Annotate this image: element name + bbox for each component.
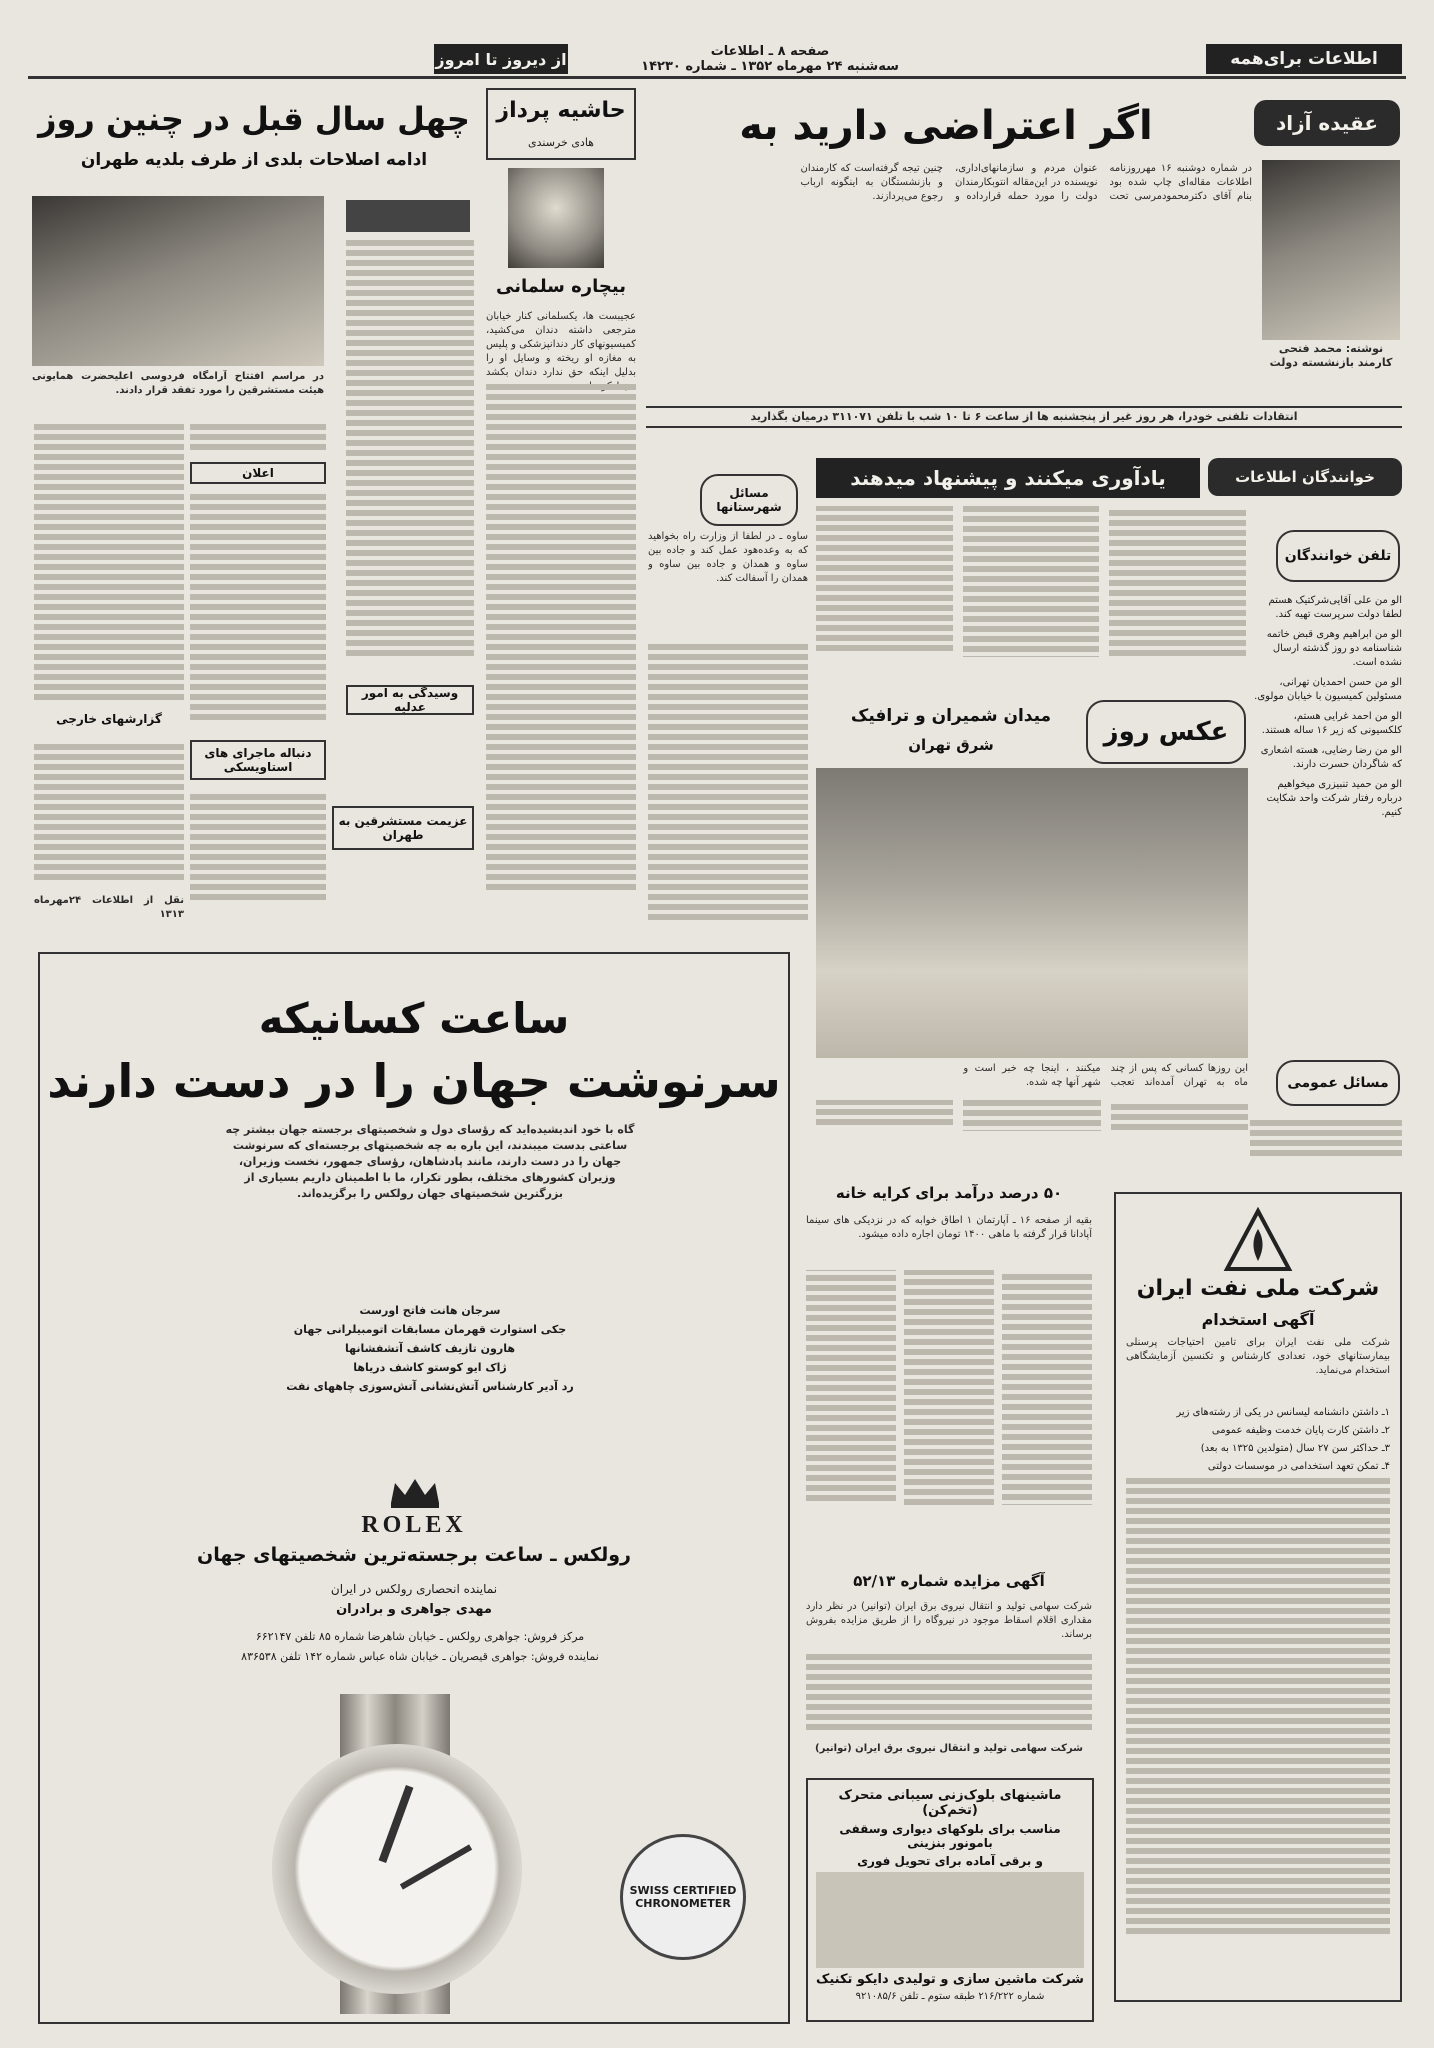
oil-ad-requirement: ۱ـ داشتن دانشنامه لیسانس در یکی از رشته‌های زیر — [1176, 1407, 1390, 1418]
reader-call-item: الو من حسن احمدیان تهرانی، مسئولین کمیسیون با خیابان مولوی. — [1254, 677, 1402, 702]
auction-headline: آگهی مزایده شماره ۵۲/۱۳ — [853, 1572, 1045, 1590]
reader-call-item: الو من علی آقایی‌شرکتیک هستم لطفا دولت سرپرست تهیه کند. — [1268, 595, 1402, 620]
section-title-left: از دیروز تا امروز — [434, 44, 568, 74]
archive-photo — [32, 196, 324, 366]
oil-company-name: شرکت ملی نفت ایران — [1136, 1276, 1380, 1301]
photo-caption-lines — [816, 1100, 1248, 1160]
forty-years-col2c-lines — [190, 790, 326, 910]
rolex-address-branch: نماینده فروش: جواهری قیصریان ـ خیابان شاه عباس شماره ۱۴۲ تلفن ۸۳۶۵۳۸ — [241, 1650, 599, 1663]
machines-ad-line1: ماشینهای بلوک‌زنی سیبانی متحرک (تخم‌کن) — [838, 1788, 1062, 1818]
rolex-personality: سرجان هانت فاتح اورست — [359, 1304, 501, 1317]
reader-call-item: الو من رضا رضایی، هسته اشعاری که شاگردان حسرت دارند. — [1260, 745, 1402, 770]
free-opinion-body: در شماره دوشنبه ۱۶ مهرروزنامه اطلاعات مقاله‌ای چاپ شده بود بنام آقای دکترمحمودمرسی تحت عنوان مردم و سازمانهای‌اداری، نویسنده در این‌مقاله انتوبکارمندان دولت را مورد حمله قرارداده و چنین تیجه گرفته‌است که کارمندان و بازنشستگان به اینگونه ارباب رجوع می‌پردازند. — [800, 163, 1252, 202]
forty-years-col2b-lines — [190, 490, 326, 730]
rolex-watch-image — [272, 1744, 522, 1994]
author-portrait — [1262, 160, 1400, 340]
machines-ad-line2: مناسب برای بلوکهای دیواری وسقفی بامونور بنزینی — [839, 1822, 1061, 1850]
provinces-body: ساوه ـ در لطفا از وزارت راه بخواهید که به وعده‌هود عمل کند و جاده بین ساوه و همدان و جاده بین ساوه و همدان را آسفالت کند. — [648, 531, 808, 584]
reader-call-list — [1250, 594, 1402, 1014]
auction-text-lines — [806, 1650, 1092, 1740]
section-title-right: اطلاعات برای‌همه — [1206, 44, 1402, 74]
rent-text-lines — [806, 1270, 1092, 1570]
rolex-personality: ژاک ایو کوستو کاشف دریاها — [353, 1361, 507, 1374]
chronometer-seal: SWISS CERTIFIED CHRONOMETER — [620, 1834, 746, 1960]
free-opinion-headline: اگر اعتراضی دارید به — [739, 103, 1153, 149]
rolex-personality: جکی استوارت قهرمان مسابقات اتومبیلرانی جهان — [293, 1323, 567, 1336]
rolex-address-main: مرکز فروش: جواهری رولکس ـ خیابان شاهرضا شماره ۸۵ تلفن ۶۶۲۱۴۷ — [255, 1630, 585, 1643]
issue-date: سه‌شنبه ۲۴ مهرماه ۱۳۵۲ ـ شماره ۱۴۲۳۰ — [641, 59, 899, 74]
margin-note-box — [486, 88, 636, 160]
rolex-ad — [38, 952, 790, 2024]
readers-text-lines — [816, 506, 1246, 686]
justice-box: وسیدگی به امور عدلیه — [346, 685, 474, 715]
machines-ad-image — [816, 1872, 1084, 1968]
reader-call-item: الو من حمید تنبیزری میخواهیم درباره رفتار شرکت واحد شکایت کنیم. — [1266, 779, 1402, 818]
oil-ad-title: آگهی استخدام — [1201, 1310, 1315, 1329]
reader-call-item: الو من احمد غرایی هستم، کلکسیونی که زیر ۱۶ ساله هستند. — [1261, 711, 1402, 736]
machines-ad — [806, 1778, 1094, 2022]
rolex-ad-personalities — [220, 1304, 640, 1474]
columnist-photo — [508, 168, 604, 268]
public-issues-label: مسائل عمومی — [1276, 1060, 1400, 1106]
phone-readers-label: تلفن خوانندگان — [1276, 530, 1400, 582]
oil-ad-requirements — [1126, 1406, 1390, 1474]
provinces-label: مسائل شهرستانها — [700, 474, 798, 526]
oil-ad-requirement: ۲ـ داشتن کارت پایان خدمت وظیفه عمومی — [1211, 1425, 1390, 1436]
orientalists-box: عزیمت مستشرقین به طهران — [332, 806, 474, 850]
author-title: کارمند بازنشسته دولت — [1269, 356, 1393, 369]
rolex-personality: هارون تازیف کاشف آتشفشانها — [345, 1342, 515, 1355]
rolex-personality: رد آدیر کارشناس آتش‌نشانی آتش‌سوزی چاههای نفت — [286, 1380, 574, 1393]
margin-note-label: حاشیه پرداز — [496, 97, 626, 123]
provinces-text-lines — [648, 640, 808, 930]
forty-years-col1-lines — [346, 236, 474, 666]
photo-of-day-caption: این روزها کسانی که پس از چند ماه به تهران آمده‌اند تعجب میکنند ، اینجا چه خبر است و شهر آنها چه شده. — [963, 1063, 1248, 1088]
forty-years-col3b-lines — [34, 740, 184, 890]
margin-note-title: بیچاره سلمانی — [496, 276, 626, 297]
forty-years-source: نقل از اطلاعات ۲۴مهرماه ۱۳۱۳ — [34, 895, 184, 920]
reader-call-item: الو من ابراهیم وهری قبض خاتمه شناسنامه دو روز گذشته ارسال نشده است. — [1266, 629, 1402, 668]
rolex-brand: ROLEX — [361, 1512, 467, 1538]
public-issues-lines — [1250, 1116, 1402, 1166]
photo-of-day-subtitle: شرق تهران — [908, 736, 994, 754]
rolex-tagline: رولکس ـ ساعت برجسته‌ترین شخصیتهای جهان — [196, 1544, 631, 1566]
archive-banner — [346, 200, 470, 232]
foreign-reports: گزارشهای خارجی — [56, 712, 162, 726]
rent-body: بقیه از صفحه ۱۶ ـ آپارتمان ۱ اطاق خوابه که در نزدیکی های سینما آپادانا قرار گرفته با ماهی ۱۴۰۰ تومان اجاره داده میشود. — [806, 1215, 1092, 1240]
photo-of-day-label: عکس روز — [1086, 700, 1246, 764]
auction-footer: شرکت سهامی تولید و انتقال نیروی برق ایران (توانیر) — [815, 1743, 1083, 1754]
archive-photo-caption: در مراسم افتتاح آرامگاه فردوسی اعلیحضرت همایونی هیئت مستشرقین را مورد تفقد قرار دادند. — [32, 371, 324, 396]
oil-ad-text-lines — [1126, 1478, 1390, 1938]
nioc-logo-icon — [1126, 1204, 1390, 1276]
readers-label: خوانندگان اطلاعات — [1208, 458, 1402, 496]
machines-ad-address: شماره ۲۱۶/۲۲۲ طبقه ستوم ـ تلفن ۹۲۱۰۸۵/۶ — [855, 1991, 1045, 2002]
rolex-dealer-name: مهدی جواهری و برادران — [336, 1602, 492, 1617]
rolex-ad-body: گاه با خود اندیشیده‌اید که رؤسای دول و شخصیتهای برجسته جهان بیشتر چه ساعتی بدست میبندند، این باره به چه شخصیتهای برجسته‌ای که سرنوشت جهان را در دست دارند، مانند پادشاهان، رؤسای جمهور، نخست وزیران، وزیران کشورهای مختلف، بطور تکرار، ما با اطمینان داریم بسیاری از بزرگترین شخصیتهای جهان رولکس را برگزیده‌اند. — [225, 1123, 635, 1200]
oil-ad-requirement: ۳ـ حداکثر سن ۲۷ سال (متولدین ۱۳۲۵ به بعد) — [1200, 1443, 1390, 1454]
oil-ad-requirement: ۴ـ تمکن تعهد استخدامی در موسسات دولتی — [1207, 1461, 1390, 1472]
oil-company-ad — [1114, 1192, 1402, 2002]
readers-headline: یادآوری میکنند و پیشنهاد میدهند — [816, 458, 1200, 498]
photo-of-day-title: میدان شمیران و ترافیک — [850, 706, 1052, 726]
machines-ad-line3: و برقی آماده برای تحویل فوری — [857, 1854, 1043, 1868]
phone-criticism-note: انتقادات تلفنی خودرا، هر روز غیر از پنجشنبه ها از ساعت ۶ تا ۱۰ شب با تلفن ۳۱۱۰۷۱ درمیان بگذارید — [646, 406, 1402, 428]
rolex-ad-title: ساعت کسانیکه — [258, 994, 570, 1043]
issue-info — [560, 44, 980, 74]
machines-ad-company: شرکت ماشین سازی و تولیدی دایکو تکنیک — [816, 1972, 1084, 1987]
oil-ad-body: شرکت ملی نفت ایران برای تامین احتیاجات پرسنلی بیمارستانهای خود، تعدادی کارشناس و تکنسین آزمایشگاهی استخدام می‌نماید. — [1126, 1337, 1390, 1376]
free-opinion-label: عقیده آزاد — [1254, 100, 1400, 146]
rolex-ad-subtitle: سرنوشت جهان را در دست دارند — [47, 1054, 781, 1108]
rolex-crown-icon — [360, 1474, 470, 1510]
forty-years-headline: چهل سال قبل در چنین روز — [38, 100, 470, 138]
author-name: نوشته: محمد فتحی — [1278, 342, 1384, 355]
margin-note-text-lines — [486, 380, 636, 910]
stavisky-box: دنباله ماجرای های استاویسکی — [190, 740, 326, 780]
notice-box: اعلان — [190, 462, 326, 484]
margin-note-body: عجیبست ها، یکسلمانی کنار خیابان مترجعی داشته دندان می‌کشید، کمیسیونهای کار دندانپزشکی و پلیس به مغازه او ریخته و وسایل او را بدلیل اینکه حق ندارد دندان بکشد — [486, 311, 636, 378]
forty-years-col3-lines — [34, 420, 184, 710]
forty-years-subhead: ادامه اصلاحات بلدی از طرف بلدیه طهران — [80, 150, 428, 170]
forty-years-col2a-lines — [190, 420, 326, 460]
author-byline — [1262, 342, 1400, 392]
issue-page: صفحه ۸ ـ اطلاعات — [710, 44, 830, 59]
rolex-dealer-label: نماینده انحصاری رولکس در ایران — [330, 1582, 498, 1596]
margin-note-sublabel: هادی خرسندی — [528, 135, 594, 149]
traffic-photo — [816, 768, 1248, 1058]
auction-body: شرکت سهامی تولید و انتقال نیروی برق ایران (توانیر) در نظر دارد مقداری اقلام اسقاط موجود در نیروگاه را از طریق مزایده بفروش برساند. — [806, 1601, 1092, 1640]
masthead-rule — [28, 76, 1406, 79]
rent-headline: ۵۰ درصد درآمد برای کرایه خانه — [835, 1184, 1063, 1202]
